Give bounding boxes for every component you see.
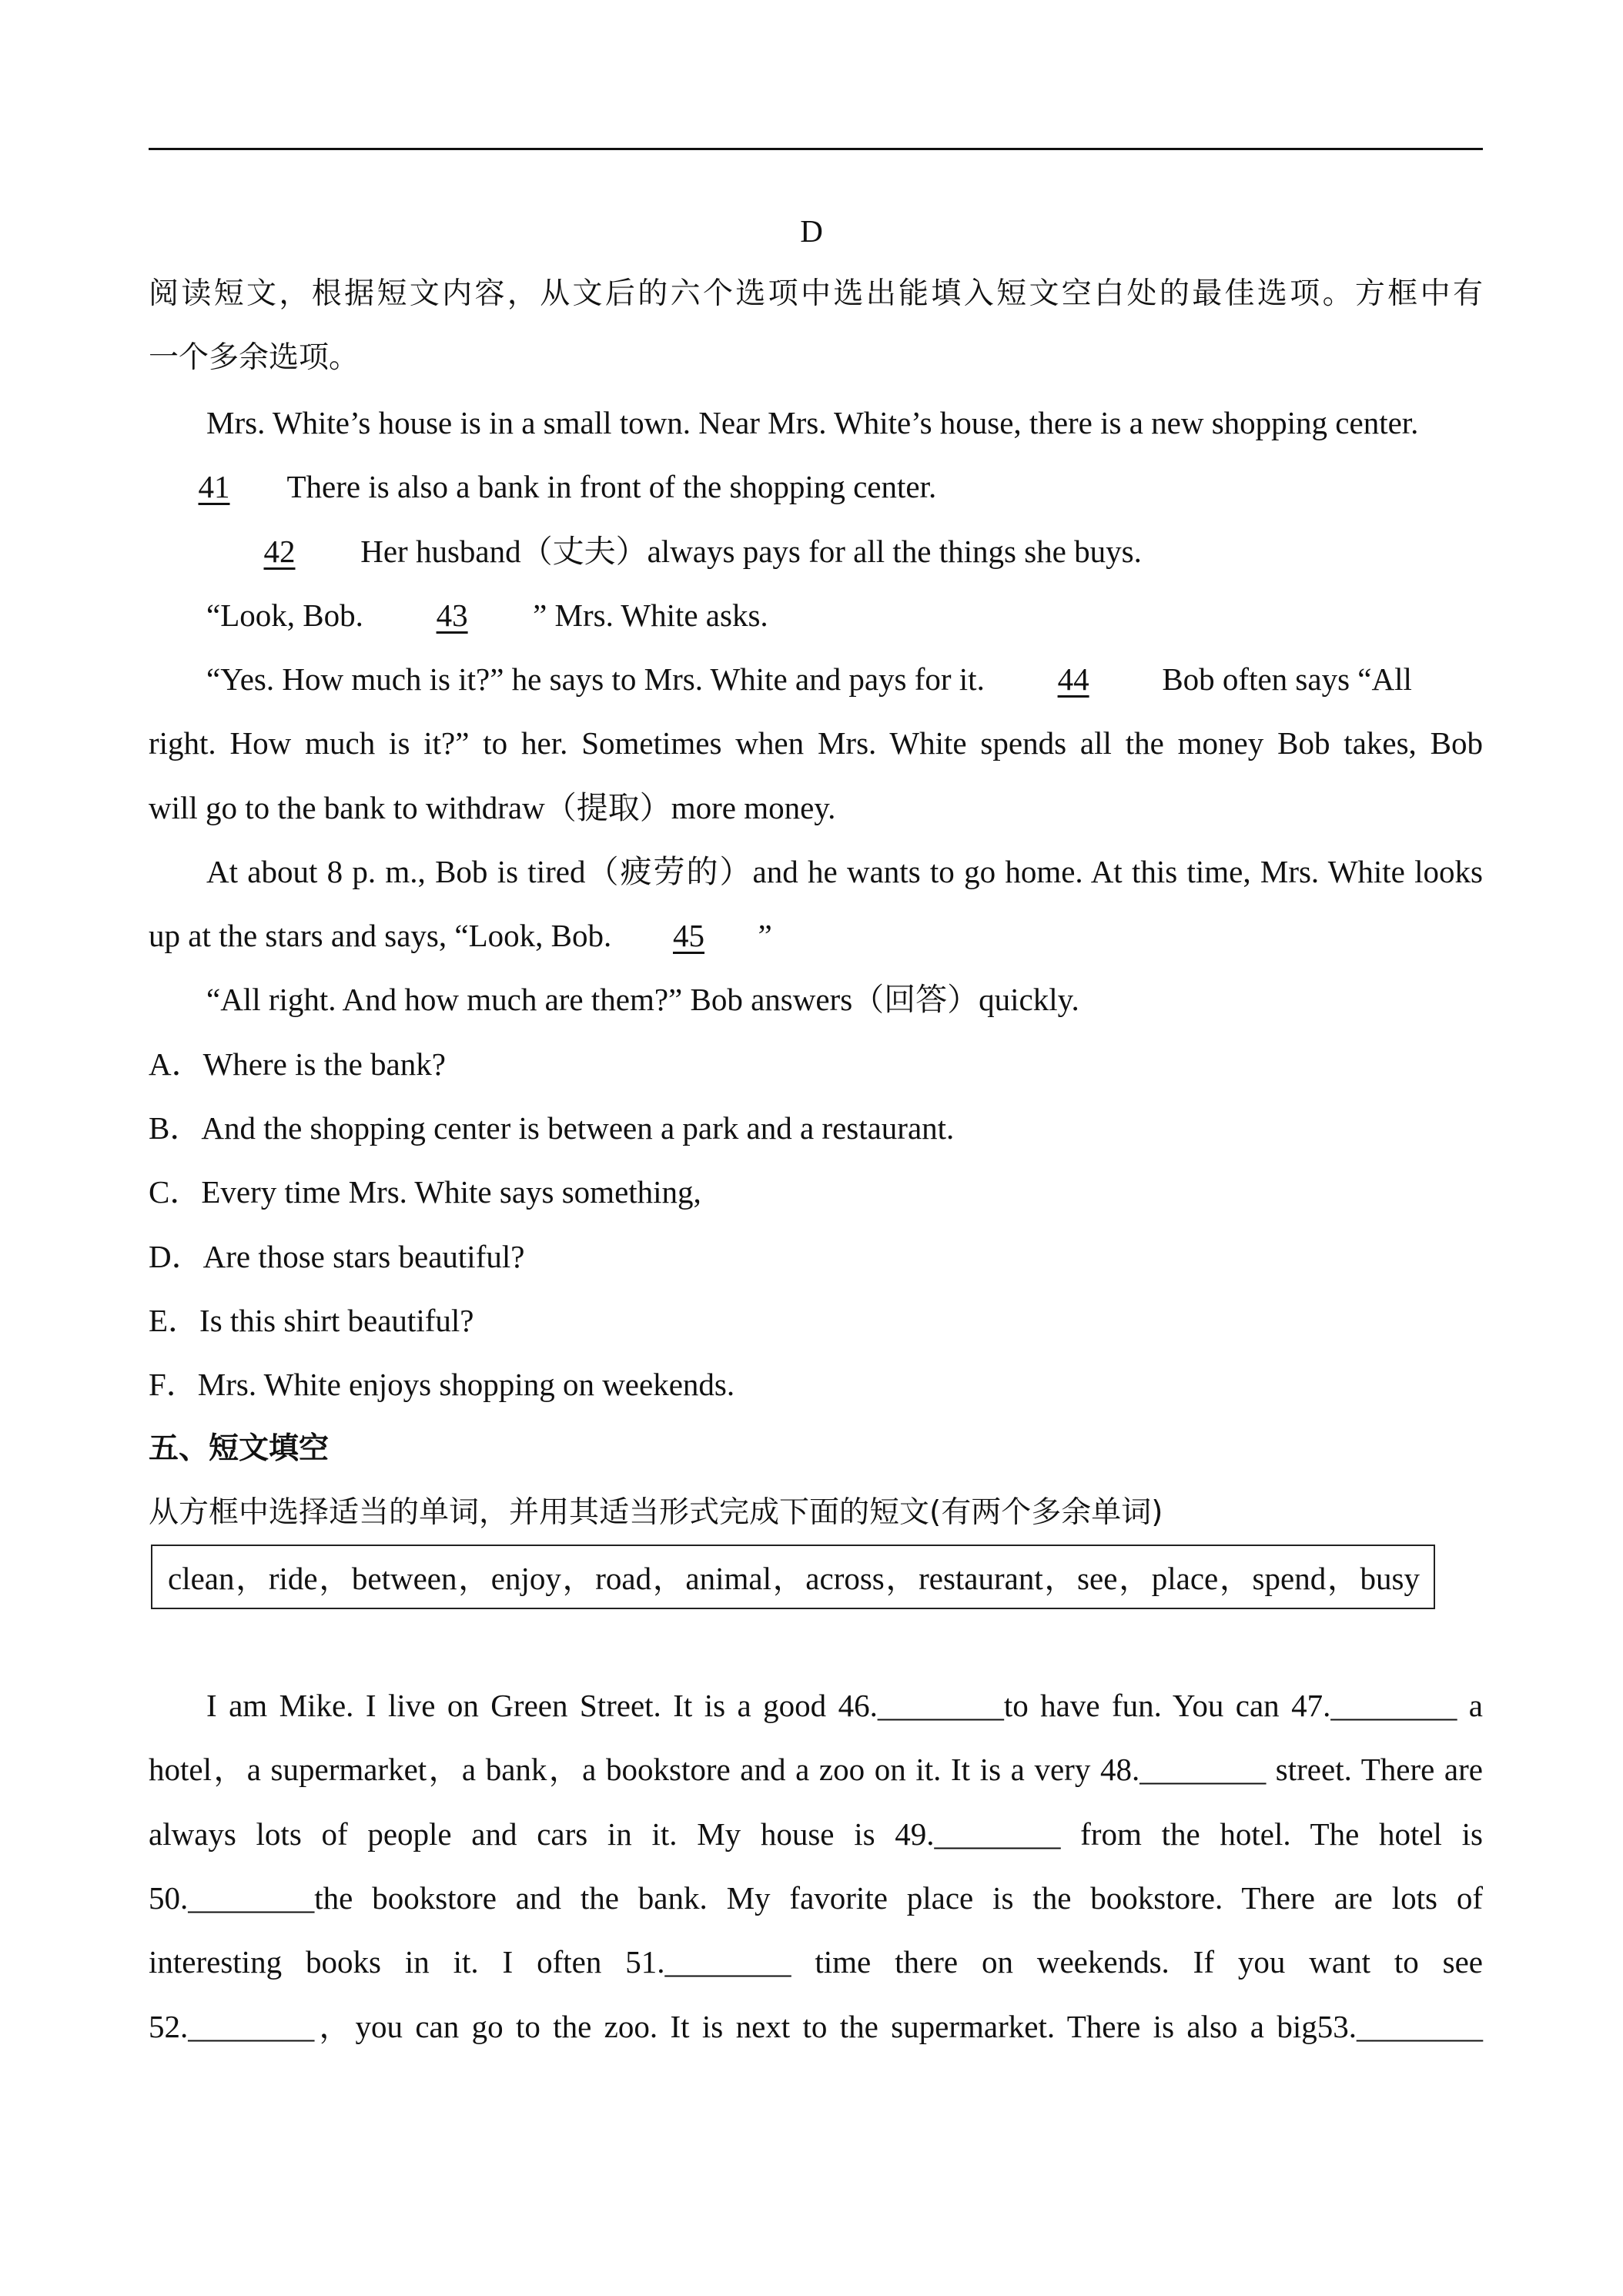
passage-five-line-6: 52.________，you can go to the zoo. It is next to the supermarket. There is also a big53.________ xyxy=(149,2009,1483,2044)
option-b: B．And the shopping center is between a park and a restaurant. xyxy=(149,1110,955,1146)
passage-d-paragraph-1-line-1: Mrs. White’s house is in a small town. Near Mrs. White’s house, there is a new shopping center. xyxy=(206,405,1419,440)
passage-d-paragraph-2 xyxy=(206,528,1483,574)
passage-d-paragraph-6: “All right. And how much are them?” Bob answers（回答）quickly. xyxy=(206,982,1079,1017)
blank-43: 43 xyxy=(436,597,468,633)
section-five-heading: 五、短文填空 xyxy=(149,1431,330,1466)
passage-five-line-5: interesting books in it. I often 51.________ time there on weekends. If you want to see xyxy=(149,1944,1483,1980)
passage-five-line-4: 50.________the bookstore and the bank. My favorite place is the bookstore. There are lots of xyxy=(149,1880,1483,1916)
option-f: F．Mrs. White enjoys shopping on weekends. xyxy=(149,1367,735,1402)
option-a: A．Where is the bank? xyxy=(149,1046,446,1082)
section-label: D xyxy=(800,213,823,249)
paragraph-text: “Yes. How much is it?” he says to Mrs. White and pays for it. xyxy=(206,661,993,697)
blank-45: 45 xyxy=(672,918,704,953)
passage-five-line-1: I am Mike. I live on Green Street. It is a good 46.________to have fun. You can 47.________ a xyxy=(206,1688,1483,1723)
blank-42: 42 xyxy=(263,534,296,569)
passage-five-line-3: always lots of people and cars in it. My house is 49.________ from the hotel. The hotel is xyxy=(149,1816,1483,1852)
passage-d-paragraph-4-line-2: right. How much is it?” to her. Sometimes when Mrs. White spends all the money Bob takes, Bob xyxy=(149,725,1483,761)
paragraph-text: ” xyxy=(758,918,772,953)
passage-d-paragraph-4-line-3: will go to the bank to withdraw（提取）more money. xyxy=(149,790,836,825)
passage-five-line-2: hotel，a supermarket，a bank，a bookstore and a zoo on it. It is a very 48.________ street. There are xyxy=(149,1752,1483,1787)
header-rule xyxy=(149,148,1483,150)
paragraph-text: “Look, Bob. xyxy=(206,597,372,633)
paragraph-text: up at the stars and says, “Look, Bob. xyxy=(149,918,620,953)
passage-d-paragraph-5-line-2 xyxy=(149,912,1483,959)
passage-d-paragraph-1-line-2 xyxy=(149,464,1483,510)
passage-d-paragraph-5-line-1: At about 8 p. m., Bob is tired（疲劳的）and he wants to go home. At this time, Mrs. White looks xyxy=(206,854,1483,889)
word-bank-box xyxy=(151,1545,1435,1609)
blank-44: 44 xyxy=(1057,661,1089,697)
option-c: C．Every time Mrs. White says something, xyxy=(149,1174,701,1210)
instruction-line-1: 阅读短文，根据短文内容，从文后的六个选项中选出能填入短文空白处的最佳选项。方框中有 xyxy=(149,276,1483,311)
paragraph-text: There is also a bank in front of the shopping center. xyxy=(279,469,937,504)
passage-d-paragraph-3 xyxy=(206,592,1483,638)
paragraph-text: Bob often says “All xyxy=(1154,661,1412,697)
blank-41: 41 xyxy=(198,469,230,504)
word-bank-text: clean，ride，between，enjoy，road，animal，across，restaurant，see，place，spend，busy xyxy=(168,1561,1420,1596)
option-e: E．Is this shirt beautiful? xyxy=(149,1303,474,1338)
paragraph-text: ” Mrs. White asks. xyxy=(533,597,768,633)
section-five-instruction: 从方框中选择适当的单词，并用其适当形式完成下面的短文(有两个多余单词) xyxy=(149,1495,1163,1530)
instruction-line-2: 一个多余选项。 xyxy=(149,340,360,375)
option-d: D．Are those stars beautiful? xyxy=(149,1239,525,1274)
paragraph-text: Her husband（丈夫）always pays for all the things she buys. xyxy=(353,534,1142,569)
passage-d-paragraph-4-line-1 xyxy=(206,656,1483,702)
